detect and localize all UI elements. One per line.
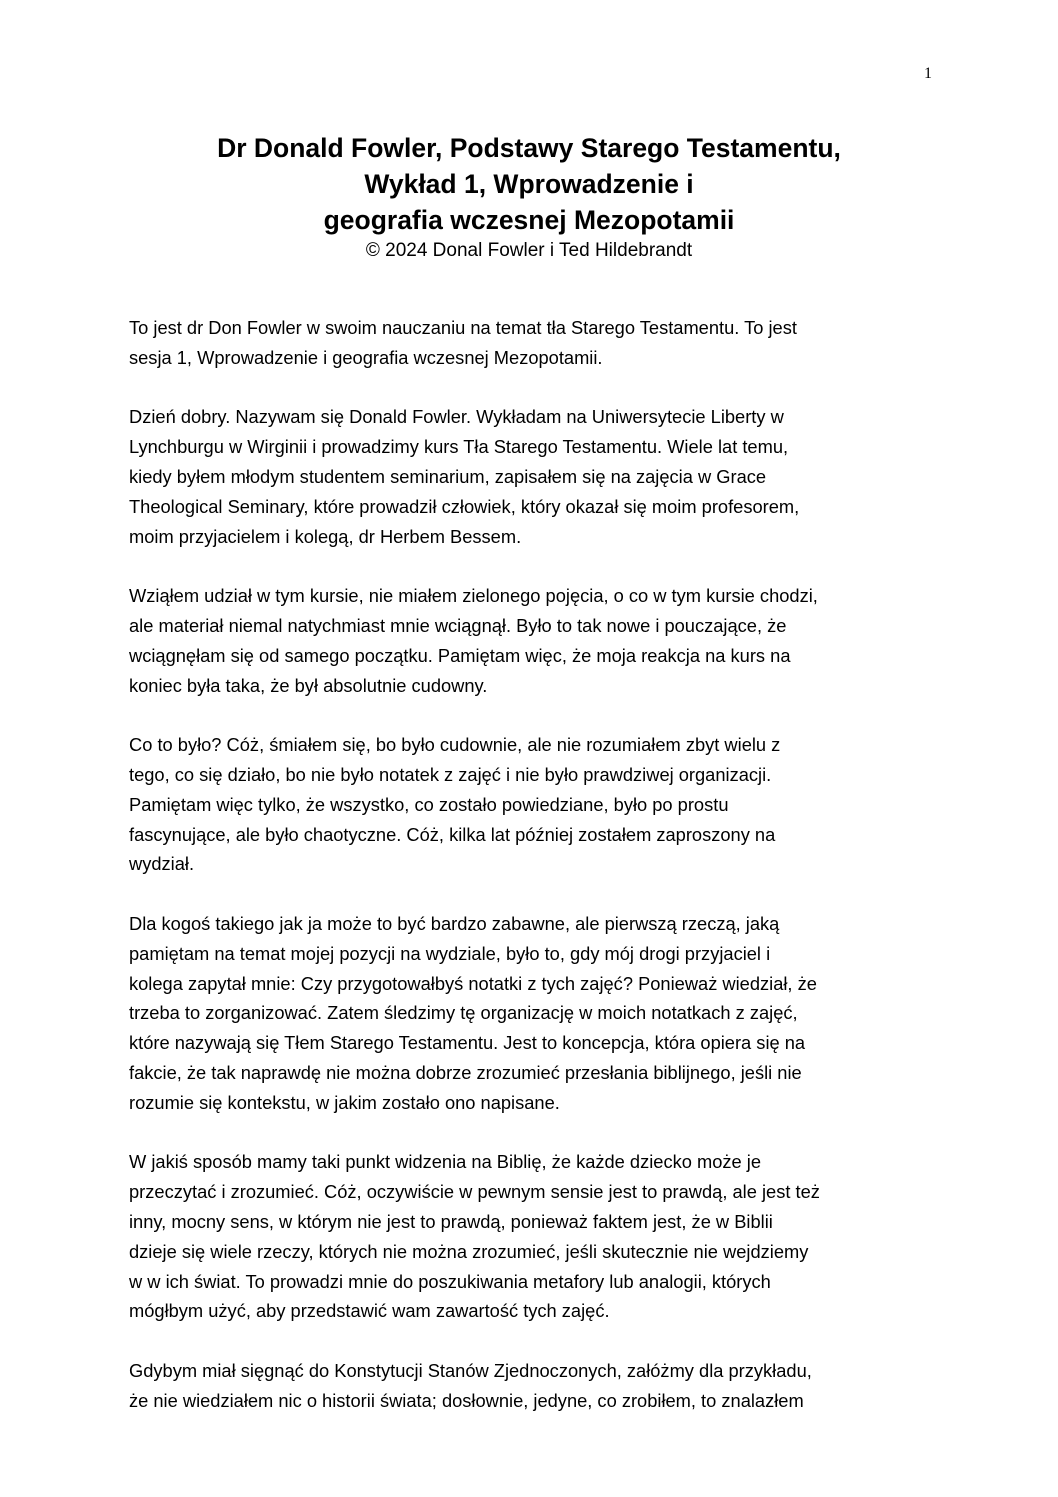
text-line: Dzień dobry. Nazywam się Donald Fowler. Wykładam na Uniwersytecie Liberty w (129, 406, 784, 428)
page-number: 1 (924, 65, 932, 82)
text-line: dzieje się wiele rzeczy, których nie można zrozumieć, jeśli skutecznie nie wejdziemy (129, 1240, 809, 1262)
paragraph (129, 581, 949, 700)
paragraph (129, 1356, 949, 1416)
text-line: kolega zapytał mnie: Czy przygotowałbyś notatki z tych zajęć? Ponieważ wiedział, że (129, 972, 817, 994)
text-line: Dla kogoś takiego jak ja może to być bardzo zabawne, ale pierwszą rzeczą, jaką (129, 912, 780, 934)
text-line: Co to było? Cóż, śmiałem się, bo było cudownie, ale nie rozumiałem zbyt wielu z (129, 734, 781, 756)
document-header (0, 130, 1058, 264)
text-line: pamiętam na temat mojej pozycji na wydziale, było to, gdy mój drogi przyjaciel i (129, 942, 771, 964)
text-line: Lynchburgu w Wirginii i prowadzimy kurs Tła Starego Testamentu. Wiele lat temu, (129, 436, 789, 458)
text-line: Wziąłem udział w tym kursie, nie miałem zielonego pojęcia, o co w tym kursie chodzi, (129, 585, 818, 607)
text-line: fascynujące, ale było chaotyczne. Cóż, kilka lat później zostałem zaproszony na (129, 823, 776, 845)
text-line: że nie wiedziałem nic o historii świata; dosłownie, jedyne, co zrobiłem, to znalazłem (129, 1389, 804, 1411)
copyright-notice: © 2024 Donal Fowler i Ted Hildebrandt (365, 240, 693, 261)
document-body (129, 313, 949, 1445)
text-line: koniec była taka, że był absolutnie cudowny. (129, 674, 488, 696)
text-line: mógłbym użyć, aby przedstawić wam zawartość tych zajęć. (129, 1300, 610, 1322)
text-line: tego, co się działo, bo nie było notatek z zajęć i nie było prawdziwej organizacji. (129, 763, 772, 785)
text-line: moim przyjacielem i kolegą, dr Herbem Bessem. (129, 525, 522, 547)
paragraph (129, 909, 949, 1118)
paragraph (129, 402, 949, 551)
text-line: wciągnęłam się od samego początku. Pamiętam więc, że moja reakcja na kurs na (129, 644, 791, 666)
text-line: kiedy byłem młodym studentem seminarium, zapisałem się na zajęcia w Grace (129, 465, 767, 487)
text-line: ale materiał niemal natychmiast mnie wciągnął. Było to tak nowe i pouczające, że (129, 614, 787, 636)
text-line: Theological Seminary, które prowadził człowiek, który okazał się moim profesorem, (129, 495, 800, 517)
text-line: rozumie się kontekstu, w jakim zostało ono napisane. (129, 1091, 560, 1113)
text-line: Pamiętam więc tylko, że wszystko, co zostało powiedziane, było po prostu (129, 793, 729, 815)
paragraph (129, 313, 949, 373)
text-line: Gdybym miał sięgnąć do Konstytucji Stanów Zjednoczonych, załóżmy dla przykładu, (129, 1359, 812, 1381)
text-line: wydział. (129, 853, 195, 875)
document-title-line: Dr Donald Fowler, Podstawy Starego Testamentu, (217, 133, 841, 163)
text-line: fakcie, że tak naprawdę nie można dobrze zrozumieć przesłania biblijnego, jeśli nie (129, 1061, 802, 1083)
paragraph (129, 730, 949, 879)
text-line: przeczytać i zrozumieć. Cóż, oczywiście w pewnym sensie jest to prawdą, ale jest też (129, 1181, 820, 1203)
text-line: trzeba to zorganizować. Zatem śledzimy tę organizację w moich notatkach z zajęć, (129, 1002, 798, 1024)
text-line: w w ich świat. To prowadzi mnie do poszukiwania metafory lub analogii, których (129, 1270, 771, 1292)
text-line: W jakiś sposób mamy taki punkt widzenia na Biblię, że każde dziecko może je (129, 1151, 762, 1173)
paragraph (129, 1147, 949, 1326)
document-title-line: geografia wczesnej Mezopotamii (323, 205, 735, 235)
document-title-line: Wykład 1, Wprowadzenie i (364, 169, 694, 199)
text-line: sesja 1, Wprowadzenie i geografia wczesnej Mezopotamii. (129, 346, 603, 368)
text-line: które nazywają się Tłem Starego Testamentu. Jest to koncepcja, która opiera się na (129, 1032, 806, 1054)
text-line: To jest dr Don Fowler w swoim nauczaniu na temat tła Starego Testamentu. To jest (129, 317, 797, 338)
text-line: inny, mocny sens, w którym nie jest to prawdą, ponieważ faktem jest, że w Biblii (129, 1210, 773, 1232)
